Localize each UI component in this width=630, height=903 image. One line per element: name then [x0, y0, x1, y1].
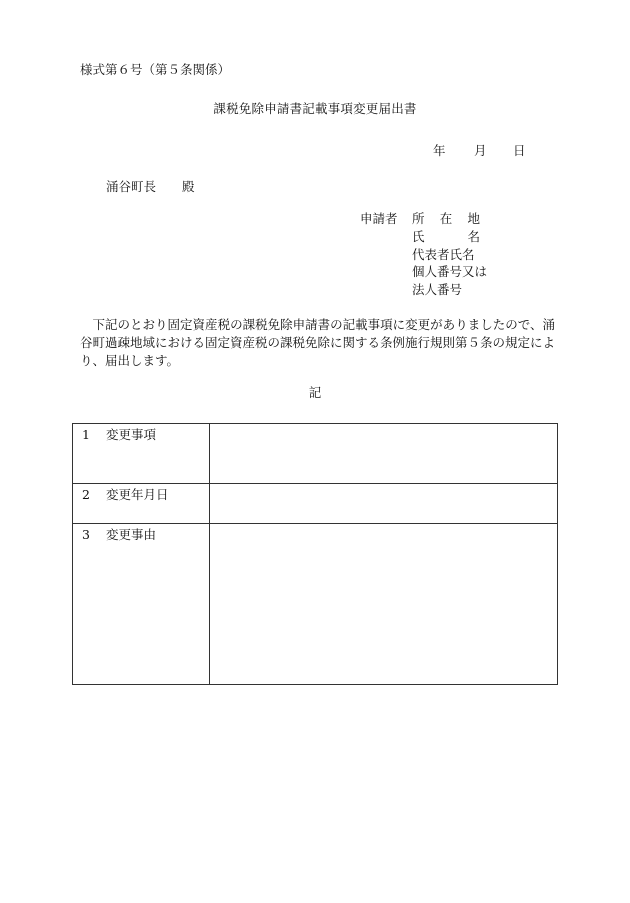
ki-heading: 記: [308, 385, 322, 400]
row-label: 変更事由: [106, 527, 157, 542]
row-label-cell: [73, 424, 210, 484]
date-month-label: 月: [474, 143, 487, 158]
change-reason-field[interactable]: [210, 524, 558, 685]
form-number: 様式第６号（第５条関係）: [80, 62, 231, 77]
body-paragraph: 下記のとおり固定資産税の課税免除申請書の記載事項に変更がありましたので、涌谷町過疎地域における固定資産税の課税免除に関する条例施行規則第５条の規定により、届出します。: [80, 317, 556, 368]
row-label-cell: [73, 484, 210, 524]
change-items-table: [72, 423, 558, 685]
date-day-label: 日: [513, 143, 526, 158]
change-item-field[interactable]: [210, 424, 558, 484]
row-number: 1: [82, 427, 90, 442]
addressee-name: 涌谷町長: [106, 179, 157, 194]
addressee-honorific: 殿: [182, 179, 195, 194]
row-label: 変更事項: [106, 427, 157, 442]
change-date-field[interactable]: [210, 484, 558, 524]
applicant-id-label-line2: 法人番号: [412, 282, 463, 297]
row-number: 2: [82, 487, 90, 502]
addressee: [106, 181, 195, 194]
row-label-cell: [73, 524, 210, 685]
applicant-name-label: 氏 名: [412, 229, 480, 244]
table-row: [73, 524, 558, 685]
table-row: [73, 424, 558, 484]
row-number: 3: [82, 527, 90, 542]
date-year-label: 年: [433, 143, 446, 158]
applicant-label: 申請者: [360, 211, 398, 226]
table-row: [73, 484, 558, 524]
applicant-address-label: 所 在 地: [412, 211, 480, 226]
applicant-id-label-line1: 個人番号又は: [412, 264, 488, 279]
applicant-representative-label: 代表者氏名: [412, 247, 475, 262]
row-label: 変更年月日: [106, 487, 169, 502]
document-title: 課税免除申請書記載事項変更届出書: [213, 101, 417, 116]
